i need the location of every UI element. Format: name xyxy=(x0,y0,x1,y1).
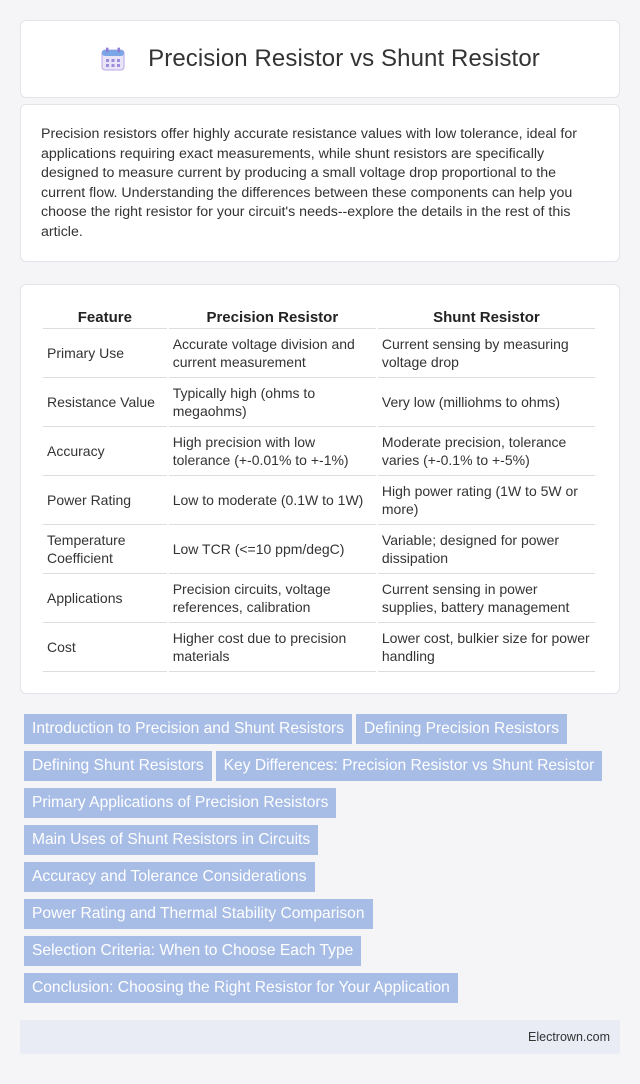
table-row xyxy=(43,574,595,623)
comparison-table xyxy=(41,305,597,672)
link-introduction[interactable]: Introduction to Precision and Shunt Resistors xyxy=(24,714,352,744)
cell-precision: Low to moderate (0.1W to 1W) xyxy=(169,476,376,525)
cell-shunt: High power rating (1W to 5W or more) xyxy=(378,476,595,525)
link-key-differences[interactable]: Key Differences: Precision Resistor vs Shunt Resistor xyxy=(216,751,603,781)
link-precision-applications[interactable]: Primary Applications of Precision Resistors xyxy=(24,788,336,818)
cell-shunt: Lower cost, bulkier size for power handling xyxy=(378,623,595,672)
link-conclusion[interactable]: Conclusion: Choosing the Right Resistor for Your Application xyxy=(24,973,458,1003)
cell-shunt: Very low (milliohms to ohms) xyxy=(378,378,595,427)
cell-feature: Applications xyxy=(43,574,167,623)
cell-shunt: Moderate precision, tolerance varies (+-0.1% to +-5%) xyxy=(378,427,595,476)
cell-feature: Primary Use xyxy=(43,329,167,378)
link-accuracy-tolerance[interactable]: Accuracy and Tolerance Considerations xyxy=(24,862,315,892)
table-row xyxy=(43,525,595,574)
table-row xyxy=(43,623,595,672)
table-row xyxy=(43,427,595,476)
table-row xyxy=(43,329,595,378)
link-defining-precision[interactable]: Defining Precision Resistors xyxy=(356,714,567,744)
cell-feature: Accuracy xyxy=(43,427,167,476)
link-power-rating[interactable]: Power Rating and Thermal Stability Comparison xyxy=(24,899,373,929)
cell-shunt: Current sensing by measuring voltage drop xyxy=(378,329,595,378)
footer xyxy=(20,1020,620,1054)
cell-precision: Accurate voltage division and current measurement xyxy=(169,329,376,378)
header-feature: Feature xyxy=(43,305,167,329)
cell-feature: Cost xyxy=(43,623,167,672)
cell-shunt: Current sensing in power supplies, battery management xyxy=(378,574,595,623)
cell-feature: Resistance Value xyxy=(43,378,167,427)
page-title: Precision Resistor vs Shunt Resistor xyxy=(148,45,540,72)
cell-shunt: Variable; designed for power dissipation xyxy=(378,525,595,574)
intro-card xyxy=(20,104,620,262)
topic-links xyxy=(20,714,620,1010)
header-precision: Precision Resistor xyxy=(169,305,376,329)
header-shunt: Shunt Resistor xyxy=(378,305,595,329)
table-header-row xyxy=(43,305,595,329)
cell-feature: Temperature Coefficient xyxy=(43,525,167,574)
cell-precision: Low TCR (<=10 ppm/degC) xyxy=(169,525,376,574)
cell-precision: High precision with low tolerance (+-0.01% to +-1%) xyxy=(169,427,376,476)
table-row xyxy=(43,378,595,427)
cell-feature: Power Rating xyxy=(43,476,167,525)
table-row xyxy=(43,476,595,525)
cell-precision: Precision circuits, voltage references, calibration xyxy=(169,574,376,623)
intro-text: Precision resistors offer highly accurate resistance values with low tolerance, ideal for applications requiring exact measurements, while shunt resistors are specifically designed to measure current by producing a small voltage drop proportional to the current flow. Understanding the differences between these components can help you choose the right resistor for your circuit's needs--explore the details in the rest of this article. xyxy=(41,126,577,240)
link-shunt-uses[interactable]: Main Uses of Shunt Resistors in Circuits xyxy=(24,825,318,855)
link-defining-shunt[interactable]: Defining Shunt Resistors xyxy=(24,751,212,781)
title-card xyxy=(20,20,620,98)
cell-precision: Higher cost due to precision materials xyxy=(169,623,376,672)
calendar-icon xyxy=(100,46,126,72)
footer-site[interactable]: Electrown.com xyxy=(528,1030,610,1044)
link-selection-criteria[interactable]: Selection Criteria: When to Choose Each Type xyxy=(24,936,361,966)
cell-precision: Typically high (ohms to megaohms) xyxy=(169,378,376,427)
comparison-table-card xyxy=(20,284,620,694)
